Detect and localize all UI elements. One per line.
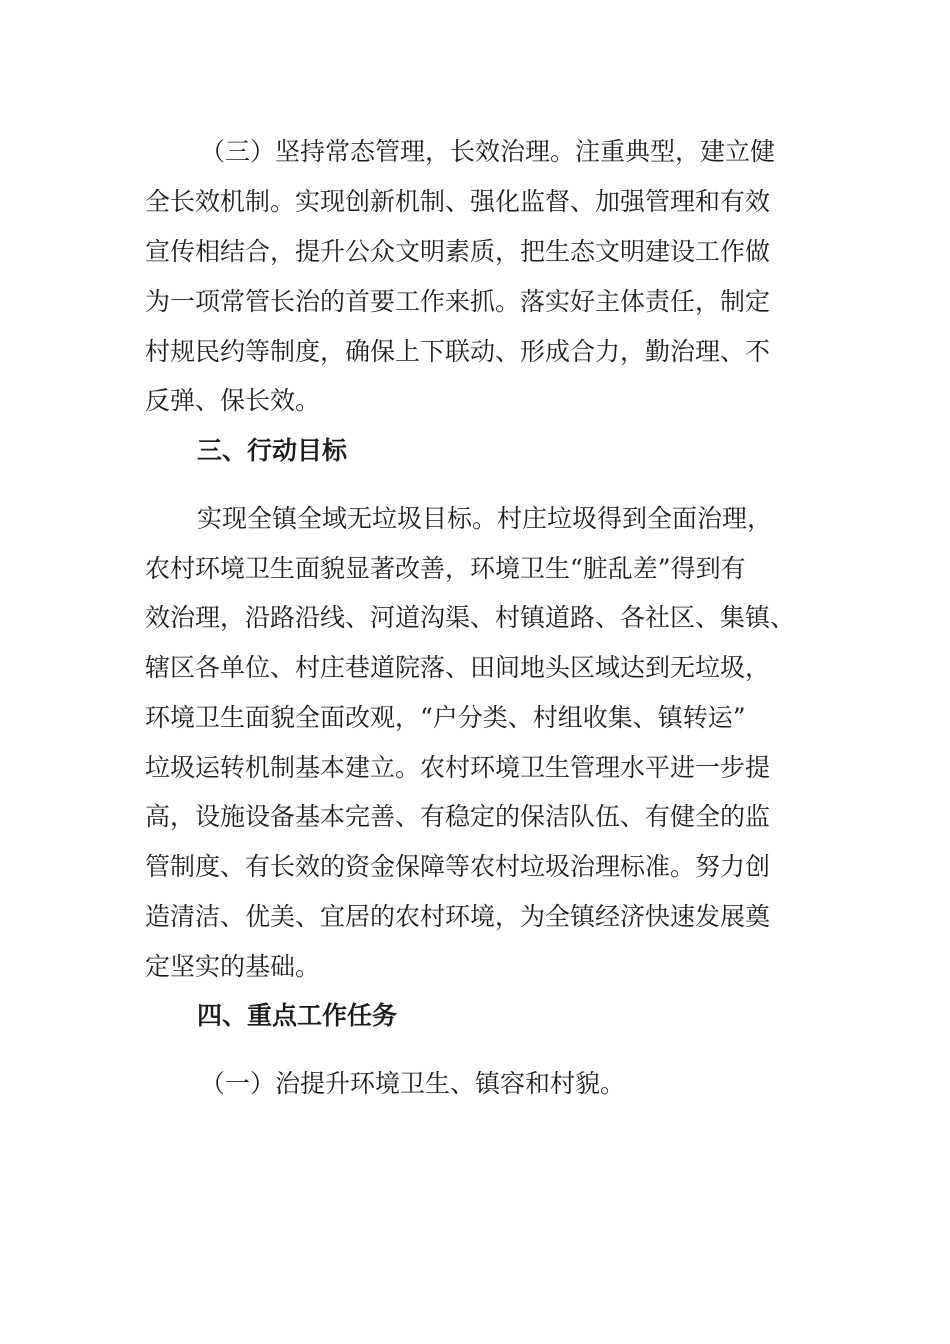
subsection-heading-1: （一）治提升环境卫生、镇容和村貌。 (200, 1069, 626, 1098)
paragraph-3-line-5: 村规民约等制度，确保上下联动、形成合力，勤治理、不 (145, 337, 771, 366)
goals-paragraph-line-2: 农村环境卫生面貌显著改善，环境卫生“脏乱差”得到有 (145, 554, 746, 583)
goals-paragraph-line-9: 造清洁、优美、宜居的农村环境，为全镇经济快速发展奠 (145, 902, 771, 931)
paragraph-3-line-6: 反弹、保长效。 (145, 386, 321, 415)
paragraph-3-line-2: 全长效机制。实现创新机制、强化监督、加强管理和有效 (145, 187, 771, 216)
section-heading-action-goals: 三、行动目标 (197, 436, 348, 465)
goals-paragraph-line-5: 环境卫生面貌全面改观，“户分类、村组收集、镇转运” (145, 703, 746, 732)
paragraph-3-line-4: 为一项常管长治的首要工作来抓。落实好主体责任，制定 (145, 287, 771, 316)
goals-paragraph-line-6: 垃圾运转机制基本建立。农村环境卫生管理水平进一步提 (145, 753, 771, 782)
paragraph-3-line-3: 宣传相结合，提升公众文明素质，把生态文明建设工作做 (145, 237, 771, 266)
paragraph-3-line-1: （三）坚持常态管理，长效治理。注重典型，建立健 (200, 137, 776, 166)
goals-paragraph-line-1: 实现全镇全域无垃圾目标。村庄垃圾得到全面治理， (197, 504, 773, 533)
goals-paragraph-line-3: 效治理，沿路沿线、河道沟渠、村镇道路、各社区、集镇、 (145, 603, 796, 632)
goals-paragraph-line-8: 管制度、有长效的资金保障等农村垃圾治理标准。努力创 (145, 852, 771, 881)
goals-paragraph-line-4: 辖区各单位、村庄巷道院落、田间地头区域达到无垃圾， (145, 653, 771, 682)
section-heading-key-tasks: 四、重点工作任务 (197, 1001, 398, 1030)
goals-paragraph-line-7: 高，设施设备基本完善、有稳定的保洁队伍、有健全的监 (145, 802, 771, 831)
goals-paragraph-line-10: 定坚实的基础。 (145, 952, 321, 981)
